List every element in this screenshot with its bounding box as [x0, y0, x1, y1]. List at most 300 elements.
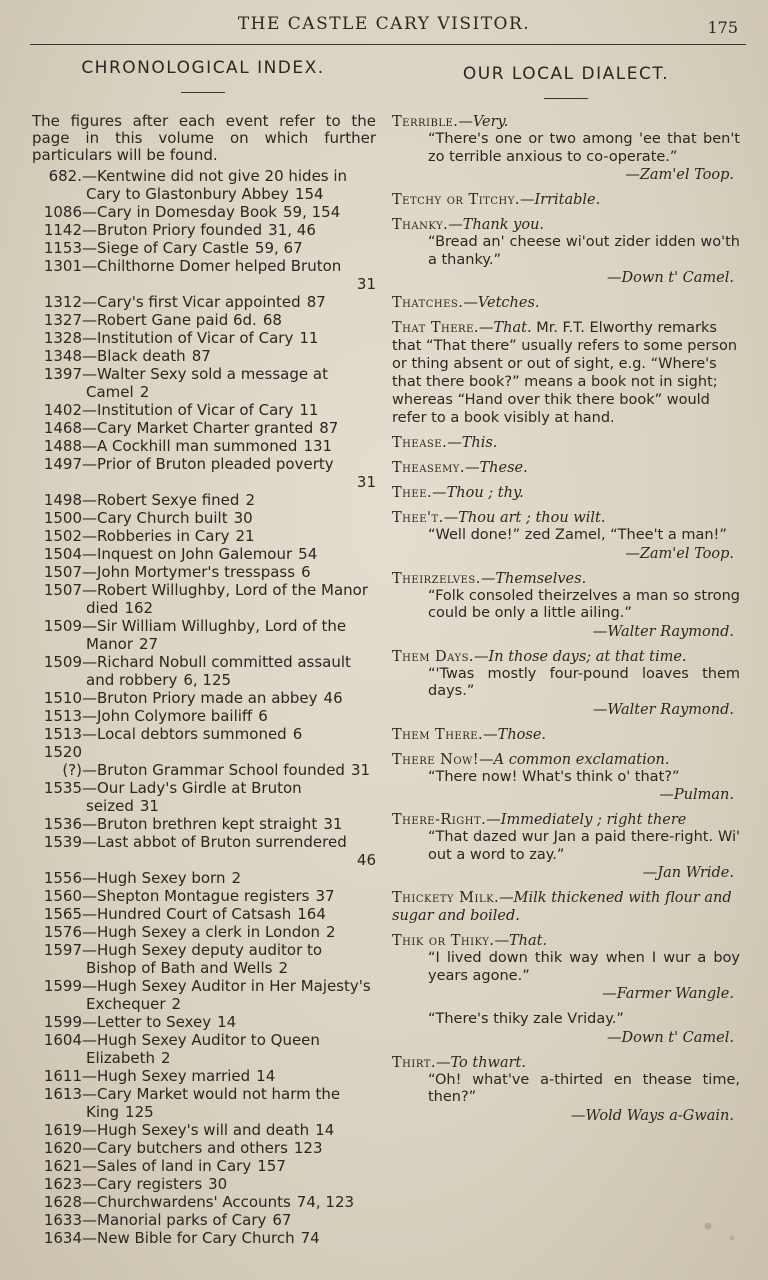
dialect-meaning: Irritable. [534, 192, 601, 208]
entry-year: 1539 [43, 833, 82, 851]
dialect-meaning: That. [509, 933, 548, 949]
entry-year: 1513 [43, 725, 82, 743]
dialect-definition-line [392, 751, 740, 769]
entry-dash: — [82, 1031, 97, 1049]
entry-event: Our Lady's Girdle at Bruton seized [86, 779, 302, 815]
chronology-entry [30, 329, 376, 347]
dialect-headword: Theasemy. [392, 460, 466, 476]
entry-event: Cary Market would not harm the King [86, 1085, 341, 1121]
entry-page-ref: 59, 154 [283, 203, 341, 221]
entry-year: 1597 [43, 941, 82, 959]
chronology-entry [30, 941, 376, 977]
dialect-entry [392, 459, 740, 477]
dialect-headword: There Now! [392, 751, 480, 768]
entry-event: Sir William Willughby, Lord of the Manor [86, 617, 347, 653]
chronology-entry [30, 581, 376, 617]
entry-dash: — [82, 779, 97, 797]
chronology-entry [30, 221, 376, 239]
chronology-entry [30, 257, 376, 293]
entry-event: Bruton Grammar School founded [97, 761, 345, 779]
entry-dash: — [82, 725, 97, 743]
entry-dash: — [82, 617, 97, 635]
dialect-entry [392, 1054, 740, 1125]
dialect-definition-line [392, 811, 740, 829]
entry-dash: — [82, 815, 97, 833]
entry-event: Cary registers [97, 1175, 203, 1193]
running-head [0, 8, 768, 42]
definition-dash: — [486, 812, 501, 828]
entry-page-ref: 37 [315, 887, 335, 905]
dialect-definition-line [392, 889, 740, 925]
chronology-entry [30, 401, 376, 419]
dialect-headword: Thickety Milk. [392, 890, 500, 906]
quote-attribution: —Jan Wride. [642, 865, 734, 881]
dialect-entry [392, 648, 740, 719]
entry-dash: — [82, 941, 97, 959]
entry-event: Hugh Sexey born [97, 869, 226, 887]
entry-dash: — [82, 905, 97, 923]
entry-year: 1402 [43, 401, 82, 419]
dialect-definition-line [392, 191, 740, 209]
entry-year: 1312 [43, 293, 82, 311]
dialect-entry [392, 751, 740, 805]
dialect-meaning: Themselves. [495, 570, 587, 587]
dialect-headword: Thik or Thiky. [392, 933, 495, 949]
entry-dash: — [82, 329, 97, 347]
entry-year: 1620 [43, 1139, 82, 1157]
entry-page-ref: 54 [298, 545, 318, 563]
entry-dash: — [82, 1139, 97, 1157]
entry-event: Institution of Vicar of Cary [97, 401, 294, 419]
foxing-stain [690, 1210, 750, 1250]
entry-year: 1633 [43, 1211, 82, 1229]
entry-year: 1599 [43, 1013, 82, 1031]
header-rule [30, 44, 746, 45]
dialect-headword: Tetchy or Titchy. [392, 192, 520, 208]
entry-dash: — [82, 1175, 97, 1193]
entry-page-ref: 74 [300, 1229, 320, 1247]
entry-year: 1634 [43, 1229, 82, 1247]
entry-page-ref: 14 [256, 1067, 276, 1085]
entry-event: John Mortymer's tresspass [97, 563, 296, 581]
quote-attribution: —Zam'el Toop. [625, 545, 734, 562]
chronology-entry [30, 887, 376, 905]
entry-event: Local debtors summoned [97, 725, 287, 743]
dialect-meaning: This. [461, 435, 498, 451]
entry-year: 1397 [43, 365, 82, 383]
definition-dash: — [465, 460, 480, 476]
heading-rule [544, 98, 588, 99]
entry-event: Institution of Vicar of Cary [97, 329, 294, 347]
dialect-headword: That There. [392, 320, 479, 336]
entry-page-ref: 2 [326, 923, 336, 941]
chronology-entry [30, 1139, 376, 1157]
entry-page-ref: 31 [356, 473, 376, 491]
chronology-entry [30, 779, 376, 815]
dialect-quote: “There now! What's think o' that?” [428, 768, 680, 785]
dialect-meaning: Thou art ; thou wilt. [458, 510, 606, 526]
entry-page-ref: 14 [217, 1013, 237, 1031]
quote-attribution: —Walter Raymond. [592, 623, 734, 640]
chronology-entry [30, 905, 376, 923]
entry-year: 1500 [43, 509, 82, 527]
dialect-meaning: A common exclamation. [493, 751, 670, 768]
chronology-entry [30, 923, 376, 941]
dialect-quote: “Bread an' cheese wi'out zider idden wo'th a thanky.” [428, 234, 740, 268]
entry-event: Robert Sexye fined [97, 491, 240, 509]
entry-event: Bruton Priory made an abbey [97, 689, 318, 707]
entry-page-ref: 6 [301, 563, 311, 581]
entry-year: 1560 [43, 887, 82, 905]
entry-dash: — [82, 491, 97, 509]
definition-dash: — [480, 570, 496, 587]
entry-event: Hugh Sexey's will and death [97, 1121, 310, 1139]
entry-year: 1556 [43, 869, 82, 887]
entry-page-ref: 2 [231, 869, 242, 887]
entry-page-ref: 11 [299, 329, 319, 347]
entry-event: Bruton Priory founded [97, 221, 263, 239]
entry-year: 1619 [43, 1121, 82, 1139]
entry-page-ref: 123 [293, 1139, 323, 1157]
entry-year: 1565 [43, 905, 82, 923]
entry-page-ref: 2 [171, 995, 182, 1013]
entry-year: 1497 [43, 455, 82, 473]
dialect-meaning: Those. [497, 726, 547, 743]
entry-page-ref: 74, 123 [296, 1193, 355, 1211]
dialect-definition-line [392, 294, 740, 312]
dialect-column [392, 54, 740, 1132]
entry-year: 1513 [43, 707, 82, 725]
dialect-quote: “There's one or two among 'ee that ben't zo terrible anxious to co-operate.” [428, 131, 740, 165]
chronology-entry [30, 725, 376, 743]
definition-dash: — [483, 726, 498, 743]
entry-event: Cary in Domesday Book [97, 203, 277, 221]
chronology-entry [30, 293, 376, 311]
chronology-entry [30, 815, 376, 833]
entry-year: 1628 [43, 1193, 82, 1211]
entry-dash: — [82, 869, 97, 887]
entry-dash: — [82, 1013, 97, 1031]
dialect-entry [392, 113, 740, 184]
chronology-entry [30, 1229, 376, 1247]
definition-dash: — [448, 217, 463, 233]
definition-dash: — [458, 114, 473, 130]
heading-rule [181, 92, 225, 93]
dialect-definition-line [392, 434, 740, 452]
quote-attribution: —Walter Raymond. [592, 701, 734, 718]
entry-page-ref: 21 [235, 527, 255, 545]
entry-page-ref: 125 [125, 1103, 154, 1121]
chronology-list [30, 167, 376, 1247]
dialect-definition-line [392, 113, 740, 131]
entry-event: Hugh Sexey Auditor to Queen Elizabeth [86, 1031, 320, 1067]
entry-event: Hugh Sexey a clerk in London [97, 923, 321, 941]
dialect-entry [392, 811, 740, 882]
dialect-headword: Theirzelves. [392, 570, 481, 587]
entry-page-ref: 6 [258, 707, 268, 725]
dialect-headword: Thee. [392, 485, 433, 501]
entry-event: Robberies in Cary [97, 527, 230, 545]
definition-dash: — [519, 192, 535, 208]
entry-page-ref: 30 [233, 509, 253, 527]
dialect-meaning: That. [493, 320, 532, 336]
definition-dash: — [463, 295, 478, 311]
entry-page-ref: 14 [315, 1121, 335, 1139]
dialect-list [392, 113, 740, 1125]
entry-event: Richard Nobull committed assault and robbery [86, 653, 351, 689]
entry-dash: — [82, 689, 97, 707]
dialect-quote: “Folk consoled theirzelves a man so strong could be only a little ailing.” [428, 587, 740, 621]
chronology-entry [30, 833, 376, 869]
entry-dash: — [82, 761, 97, 779]
entry-dash: — [82, 311, 97, 329]
definition-dash: — [474, 648, 489, 665]
entry-page-ref: 164 [297, 905, 326, 923]
entry-page-ref: 11 [299, 401, 319, 419]
entry-year: 1327 [43, 311, 82, 329]
dialect-meaning: To thwart. [450, 1054, 526, 1071]
entry-event: Letter to Sexey [97, 1013, 212, 1031]
entry-event: Inquest on John Galemour [97, 545, 293, 563]
chronology-entry [30, 1157, 376, 1175]
entry-year: 1509 [43, 617, 82, 635]
chronology-entry [30, 437, 376, 455]
dialect-meaning: Very. [472, 114, 509, 130]
chronology-entry [30, 1175, 376, 1193]
entry-year: 1153 [43, 239, 82, 257]
dialect-headword: There-Right. [392, 812, 487, 828]
entry-dash: — [82, 221, 97, 239]
entry-dash: — [82, 419, 97, 437]
dialect-definition-line [392, 509, 740, 527]
dialect-definition-line [392, 216, 740, 234]
dialect-headword: Thee't. [392, 510, 444, 526]
entry-dash: — [82, 923, 97, 941]
entry-page-ref: 31 [323, 815, 343, 833]
dialect-headword: Thanky. [392, 217, 449, 233]
chronology-entry [30, 707, 376, 725]
entry-dash: — [82, 509, 97, 527]
dialect-definition-line [392, 648, 740, 666]
chronology-entry [30, 167, 376, 203]
entry-dash: — [82, 545, 97, 563]
dialect-definition-line [392, 484, 740, 502]
entry-year: 1086 [43, 203, 82, 221]
entry-dash: — [82, 347, 97, 365]
dialect-meaning: Thou ; thy. [446, 485, 524, 501]
entry-event: Shepton Montague registers [97, 887, 310, 905]
entry-event: John Colymore bailiff [97, 707, 253, 725]
definition-dash: — [479, 751, 494, 768]
entry-dash: — [82, 1121, 97, 1139]
entry-page-ref: 157 [257, 1157, 286, 1175]
dialect-headword: Thatches. [392, 295, 464, 311]
entry-event: Kentwine did not give 20 hides in Cary to Glastonbury Abbey [86, 167, 348, 203]
chronology-entry [30, 347, 376, 365]
entry-page-ref: 87 [306, 293, 326, 311]
entry-dash: — [82, 1085, 97, 1103]
entry-page-ref: 67 [272, 1211, 292, 1229]
entry-year: 1328 [43, 329, 82, 347]
entry-dash: — [82, 257, 97, 275]
page-number: 175 [707, 18, 738, 37]
entry-page-ref: 68 [262, 311, 282, 329]
entry-year: 1301 [43, 257, 82, 275]
entry-event: Robert Gane paid 6d. [97, 311, 257, 329]
entry-event: Sales of land in Cary [97, 1157, 252, 1175]
entry-dash: — [82, 365, 97, 383]
chronology-entry [30, 1193, 376, 1211]
entry-year: 1509 [43, 653, 82, 671]
entry-dash: — [82, 401, 97, 419]
entry-event: Bruton brethren kept straight [97, 815, 318, 833]
chronology-entry [30, 1067, 376, 1085]
dialect-entry [392, 191, 740, 209]
entry-page-ref: 27 [139, 635, 159, 653]
quote-attribution: —Zam'el Toop. [625, 167, 734, 183]
dialect-entry [392, 889, 740, 925]
chronology-entry [30, 239, 376, 257]
dialect-quote: “Well done!” zed Zamel, “Thee't a man!” [428, 527, 727, 543]
entry-event: New Bible for Cary Church [97, 1229, 295, 1247]
entry-dash: — [82, 239, 97, 257]
dialect-note: Mr. F.T. Elworthy remarks that “That there” usually refers to some person or thing absent or out of sight, e.g. “Where's that there book?” means a book not in sight; whereas “Hand over thik there book” would refer to a book visibly at hand. [392, 320, 738, 426]
chronology-entry [30, 365, 376, 401]
entry-event: Walter Sexy sold a message at Camel [86, 365, 328, 401]
entry-dash: — [82, 1193, 97, 1211]
entry-event: Black death [97, 347, 186, 365]
entry-year: 1599 [43, 977, 82, 995]
entry-event: Cary butchers and others [97, 1139, 288, 1157]
entry-year: 1498 [43, 491, 82, 509]
entry-year: 1488 [43, 437, 82, 455]
dialect-meaning: Vetches. [477, 295, 540, 311]
entry-dash: — [82, 833, 97, 851]
dialect-meaning: Immediately ; right there [500, 812, 687, 828]
entry-dash: — [82, 563, 97, 581]
entry-dash: — [82, 1157, 97, 1175]
chronology-entry [30, 743, 376, 779]
entry-year: 1621 [43, 1157, 82, 1175]
chronology-entry [30, 545, 376, 563]
entry-page-ref: 87 [319, 419, 339, 437]
entry-dash: — [82, 581, 97, 599]
definition-dash: — [432, 485, 447, 501]
entry-event: Siege of Cary Castle [97, 239, 249, 257]
definition-dash: — [443, 510, 459, 526]
running-title: THE CASTLE CARY VISITOR. [237, 14, 531, 34]
entry-page-ref: 131 [303, 437, 333, 455]
dialect-entry [392, 509, 740, 563]
chronology-entry [30, 1085, 376, 1121]
dialect-heading: OUR LOCAL DIALECT. [462, 64, 670, 84]
entry-year: 1611 [43, 1067, 82, 1085]
quote-attribution: —Wold Ways a-Gwain. [571, 1107, 734, 1124]
dialect-meaning: In those days; at that time. [488, 648, 687, 665]
chronology-entry [30, 617, 376, 653]
chronology-entry [30, 563, 376, 581]
chronology-entry [30, 311, 376, 329]
entry-event: Robert Willughby, Lord of the Manor died [86, 581, 369, 617]
entry-page-ref: 154 [294, 185, 324, 203]
entry-dash: — [82, 977, 97, 995]
dialect-meaning: Thank you. [462, 217, 545, 233]
entry-year: 1535 [43, 779, 82, 797]
entry-page-ref: 2 [278, 959, 288, 977]
entry-event: Prior of Bruton pleaded poverty [97, 455, 334, 473]
dialect-entry [392, 216, 740, 287]
entry-dash: — [82, 707, 97, 725]
entry-page-ref: 31, 46 [268, 221, 316, 239]
chronology-entry [30, 509, 376, 527]
dialect-headword: Them Days. [392, 648, 475, 665]
entry-page-ref: 6 [292, 725, 303, 743]
dialect-entry [392, 932, 740, 1047]
definition-dash: — [447, 435, 462, 451]
entry-dash: — [82, 455, 97, 473]
dialect-headword: Them There. [392, 726, 484, 743]
chronology-entry [30, 455, 376, 491]
entry-year: 1623 [43, 1175, 82, 1193]
entry-year: 1613 [43, 1085, 82, 1103]
chronology-entry [30, 419, 376, 437]
dialect-headword: Thirt. [392, 1054, 436, 1071]
dialect-headword: Thease. [392, 435, 448, 451]
entry-page-ref: 31 [356, 275, 376, 293]
entry-dash: — [82, 437, 97, 455]
quote-attribution: —Down t' Camel. [607, 1029, 734, 1046]
entry-page-ref: 2 [161, 1049, 171, 1067]
dialect-definition-line [392, 726, 740, 744]
entry-year: 1507 [43, 581, 82, 599]
entry-year: 1348 [43, 347, 82, 365]
entry-year: 1576 [43, 923, 82, 941]
entry-event: Churchwardens' Accounts [97, 1193, 291, 1211]
quote-attribution: —Pulman. [659, 787, 734, 803]
entry-page-ref: 31 [139, 797, 159, 815]
entry-event: A Cockhill man summoned [97, 437, 298, 455]
chronology-entry [30, 491, 376, 509]
entry-event: Hugh Sexey married [97, 1067, 251, 1085]
entry-page-ref: 30 [208, 1175, 228, 1193]
entry-dash: — [82, 653, 97, 671]
chronology-entry [30, 869, 376, 887]
entry-year: 1502 [43, 527, 82, 545]
entry-year: 682. [48, 167, 82, 185]
entry-dash: — [82, 203, 97, 221]
entry-page-ref: 46 [356, 851, 376, 869]
entry-page-ref: 46 [323, 689, 343, 707]
quote-attribution: —Down t' Camel. [607, 270, 734, 286]
dialect-quote: “That dazed wur Jan a paid there-right. Wi' out a word to zay.” [428, 829, 740, 863]
dialect-definition-line [392, 1054, 740, 1072]
entry-page-ref: 2 [139, 383, 150, 401]
entry-event: Cary Church built [97, 509, 228, 527]
dialect-entry [392, 294, 740, 312]
dialect-definition-line [392, 932, 740, 950]
dialect-meaning: These. [479, 460, 528, 476]
entry-event: Last abbot of Bruton surrendered [97, 833, 347, 851]
definition-dash: — [435, 1054, 451, 1071]
dialect-definition-line [392, 319, 740, 427]
entry-year: 1520 (?) [43, 743, 82, 779]
entry-page-ref: 59, 67 [254, 239, 303, 257]
definition-dash: — [499, 890, 514, 906]
entry-year: 1504 [43, 545, 82, 563]
dialect-entry [392, 319, 740, 427]
entry-year: 1536 [43, 815, 82, 833]
dialect-entry [392, 726, 740, 744]
